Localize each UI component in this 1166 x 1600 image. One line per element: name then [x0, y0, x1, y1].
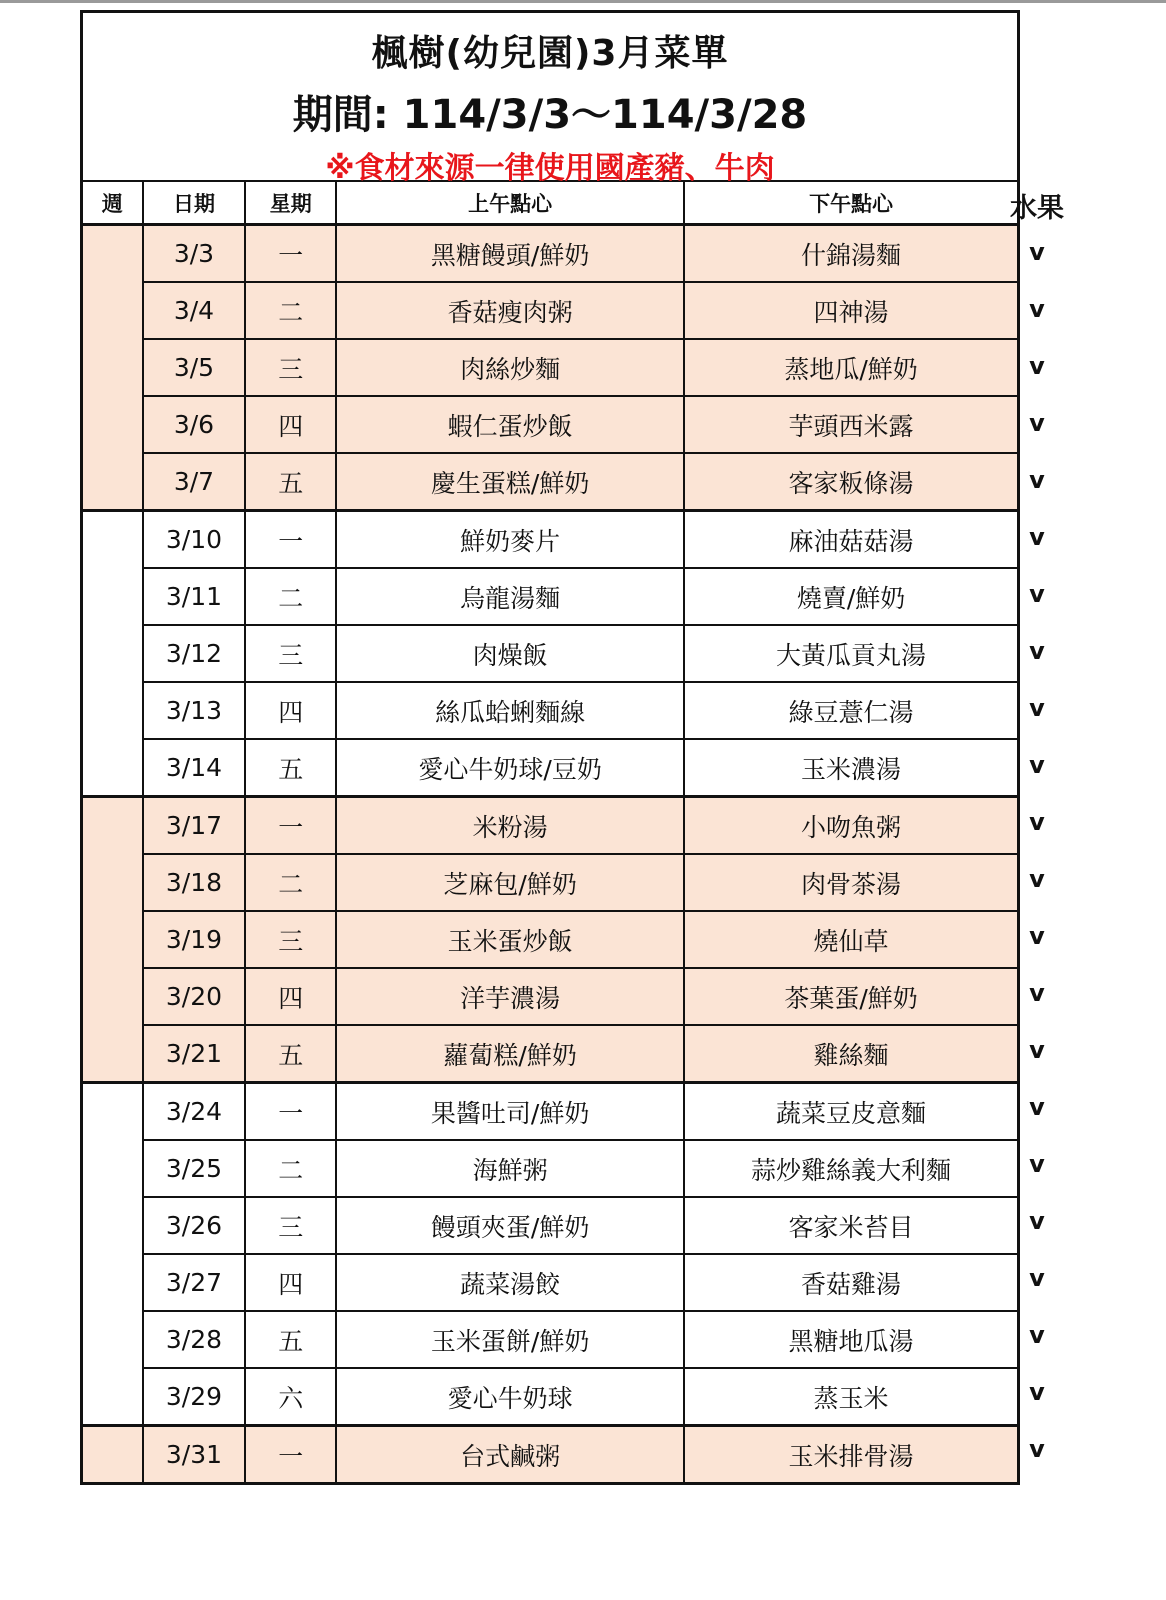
weekday-cell: 四: [245, 968, 336, 1025]
date-cell: 3/13: [143, 682, 246, 739]
date-cell: 3/24: [143, 1083, 246, 1141]
date-cell: 3/29: [143, 1368, 246, 1426]
menu-body: [82, 225, 1019, 1484]
afternoon-snack-cell: 蒸玉米: [684, 1368, 1018, 1426]
morning-snack-cell: 肉燥飯: [336, 625, 684, 682]
weekday-cell: 一: [245, 1426, 336, 1484]
menu-row: [82, 339, 1019, 396]
header-weekday: 星期: [245, 181, 336, 225]
fruit-check-mark: v: [1029, 580, 1045, 608]
ingredient-note: ※食材來源一律使用國產豬、牛肉: [325, 151, 775, 186]
date-cell: 3/21: [143, 1025, 246, 1083]
date-cell: 3/3: [143, 225, 246, 283]
weekday-cell: 三: [245, 1197, 336, 1254]
afternoon-snack-cell: 香菇雞湯: [684, 1254, 1018, 1311]
fruit-check-mark: v: [1029, 466, 1045, 494]
morning-snack-cell: 香菇瘦肉粥: [336, 282, 684, 339]
date-cell: 3/7: [143, 453, 246, 511]
menu-row: [82, 1311, 1019, 1368]
afternoon-snack-cell: 茶葉蛋/鮮奶: [684, 968, 1018, 1025]
fruit-check-mark: v: [1029, 1207, 1045, 1235]
date-cell: 3/27: [143, 1254, 246, 1311]
weekday-cell: 三: [245, 339, 336, 396]
morning-snack-cell: 蘿蔔糕/鮮奶: [336, 1025, 684, 1083]
fruit-check-mark: v: [1029, 1435, 1045, 1463]
date-cell: 3/12: [143, 625, 246, 682]
header-fruit: 水果: [1010, 193, 1064, 224]
weekday-cell: 二: [245, 854, 336, 911]
menu-row: [82, 797, 1019, 855]
menu-row: [82, 1140, 1019, 1197]
date-cell: 3/17: [143, 797, 246, 855]
afternoon-snack-cell: 蒜炒雞絲義大利麵: [684, 1140, 1018, 1197]
fruit-check-mark: v: [1029, 1150, 1045, 1178]
morning-snack-cell: 絲瓜蛤蜊麵線: [336, 682, 684, 739]
week-cell: [82, 1083, 143, 1426]
fruit-check-mark: v: [1029, 295, 1045, 323]
morning-snack-cell: 烏龍湯麵: [336, 568, 684, 625]
fruit-check-mark: v: [1029, 409, 1045, 437]
weekday-cell: 五: [245, 453, 336, 511]
menu-row: [82, 453, 1019, 511]
afternoon-snack-cell: 四神湯: [684, 282, 1018, 339]
fruit-check-mark: v: [1029, 808, 1045, 836]
header-date: 日期: [143, 181, 246, 225]
menu-row: [82, 1254, 1019, 1311]
fruit-check-mark: v: [1029, 694, 1045, 722]
menu-row: [82, 739, 1019, 797]
weekday-cell: 三: [245, 911, 336, 968]
afternoon-snack-cell: 麻油菇菇湯: [684, 511, 1018, 569]
date-cell: 3/25: [143, 1140, 246, 1197]
afternoon-snack-cell: 雞絲麵: [684, 1025, 1018, 1083]
fruit-check-mark: v: [1029, 1036, 1045, 1064]
fruit-check-mark: v: [1029, 352, 1045, 380]
menu-row: [82, 282, 1019, 339]
afternoon-snack-cell: 燒仙草: [684, 911, 1018, 968]
morning-snack-cell: 米粉湯: [336, 797, 684, 855]
date-cell: 3/14: [143, 739, 246, 797]
morning-snack-cell: 台式鹹粥: [336, 1426, 684, 1484]
weekday-cell: 六: [245, 1368, 336, 1426]
date-cell: 3/10: [143, 511, 246, 569]
morning-snack-cell: 洋芋濃湯: [336, 968, 684, 1025]
weekday-cell: 二: [245, 1140, 336, 1197]
afternoon-snack-cell: 玉米濃湯: [684, 739, 1018, 797]
afternoon-snack-cell: 芋頭西米露: [684, 396, 1018, 453]
fruit-check-mark: v: [1029, 865, 1045, 893]
afternoon-snack-cell: 蔬菜豆皮意麵: [684, 1083, 1018, 1141]
morning-snack-cell: 玉米蛋餅/鮮奶: [336, 1311, 684, 1368]
date-cell: 3/26: [143, 1197, 246, 1254]
date-cell: 3/19: [143, 911, 246, 968]
weekday-cell: 二: [245, 568, 336, 625]
weekday-cell: 一: [245, 797, 336, 855]
menu-row: [82, 968, 1019, 1025]
menu-sheet: [80, 10, 1020, 1485]
weekday-cell: 一: [245, 1083, 336, 1141]
fruit-check-mark: v: [1029, 1321, 1045, 1349]
week-cell: [82, 511, 143, 797]
menu-row: [82, 1426, 1019, 1484]
weekday-cell: 五: [245, 1311, 336, 1368]
afternoon-snack-cell: 黑糖地瓜湯: [684, 1311, 1018, 1368]
weekday-cell: 三: [245, 625, 336, 682]
morning-snack-cell: 海鮮粥: [336, 1140, 684, 1197]
afternoon-snack-cell: 綠豆薏仁湯: [684, 682, 1018, 739]
menu-row: [82, 854, 1019, 911]
week-cell: [82, 225, 143, 511]
fruit-check-mark: v: [1029, 238, 1045, 266]
menu-table: [80, 180, 1020, 1485]
week-cell: [82, 797, 143, 1083]
date-cell: 3/5: [143, 339, 246, 396]
morning-snack-cell: 黑糖饅頭/鮮奶: [336, 225, 684, 283]
fruit-check-mark: v: [1029, 1093, 1045, 1121]
afternoon-snack-cell: 客家粄條湯: [684, 453, 1018, 511]
fruit-check-mark: v: [1029, 922, 1045, 950]
weekday-cell: 四: [245, 1254, 336, 1311]
morning-snack-cell: 蝦仁蛋炒飯: [336, 396, 684, 453]
weekday-cell: 二: [245, 282, 336, 339]
date-cell: 3/6: [143, 396, 246, 453]
afternoon-snack-cell: 小吻魚粥: [684, 797, 1018, 855]
menu-row: [82, 568, 1019, 625]
header-afternoon-snack: 下午點心: [684, 181, 1018, 225]
morning-snack-cell: 愛心牛奶球: [336, 1368, 684, 1426]
date-cell: 3/28: [143, 1311, 246, 1368]
fruit-check-mark: v: [1029, 979, 1045, 1007]
fruit-column: [1007, 224, 1067, 1478]
fruit-check-mark: v: [1029, 751, 1045, 779]
afternoon-snack-cell: 燒賣/鮮奶: [684, 568, 1018, 625]
header-week: 週: [82, 181, 143, 225]
menu-row: [82, 225, 1019, 283]
morning-snack-cell: 果醬吐司/鮮奶: [336, 1083, 684, 1141]
menu-row: [82, 911, 1019, 968]
fruit-check-mark: v: [1029, 1264, 1045, 1292]
afternoon-snack-cell: 蒸地瓜/鮮奶: [684, 339, 1018, 396]
menu-title: 楓樹(幼兒園)3月菜單: [371, 33, 729, 74]
morning-snack-cell: 肉絲炒麵: [336, 339, 684, 396]
date-cell: 3/4: [143, 282, 246, 339]
menu-row: [82, 682, 1019, 739]
header-morning-snack: 上午點心: [336, 181, 684, 225]
morning-snack-cell: 芝麻包/鮮奶: [336, 854, 684, 911]
afternoon-snack-cell: 什錦湯麵: [684, 225, 1018, 283]
menu-row: [82, 1083, 1019, 1141]
morning-snack-cell: 蔬菜湯餃: [336, 1254, 684, 1311]
menu-row: [82, 511, 1019, 569]
menu-row: [82, 1368, 1019, 1426]
weekday-cell: 四: [245, 682, 336, 739]
afternoon-snack-cell: 客家米苔目: [684, 1197, 1018, 1254]
weekday-cell: 五: [245, 739, 336, 797]
weekday-cell: 一: [245, 225, 336, 283]
menu-row: [82, 396, 1019, 453]
morning-snack-cell: 玉米蛋炒飯: [336, 911, 684, 968]
date-cell: 3/11: [143, 568, 246, 625]
header-row: [82, 181, 1019, 225]
date-cell: 3/20: [143, 968, 246, 1025]
title-box: [80, 10, 1020, 186]
menu-row: [82, 625, 1019, 682]
morning-snack-cell: 饅頭夾蛋/鮮奶: [336, 1197, 684, 1254]
morning-snack-cell: 愛心牛奶球/豆奶: [336, 739, 684, 797]
afternoon-snack-cell: 大黃瓜貢丸湯: [684, 625, 1018, 682]
top-border-line: [0, 0, 1166, 3]
menu-row: [82, 1197, 1019, 1254]
morning-snack-cell: 鮮奶麥片: [336, 511, 684, 569]
week-cell: [82, 1426, 143, 1484]
date-cell: 3/18: [143, 854, 246, 911]
weekday-cell: 五: [245, 1025, 336, 1083]
fruit-check-mark: v: [1029, 1378, 1045, 1406]
menu-period: 期間: 114/3/3～114/3/28: [292, 92, 808, 138]
weekday-cell: 一: [245, 511, 336, 569]
date-cell: 3/31: [143, 1426, 246, 1484]
afternoon-snack-cell: 肉骨茶湯: [684, 854, 1018, 911]
weekday-cell: 四: [245, 396, 336, 453]
afternoon-snack-cell: 玉米排骨湯: [684, 1426, 1018, 1484]
fruit-check-mark: v: [1029, 523, 1045, 551]
fruit-check-mark: v: [1029, 637, 1045, 665]
morning-snack-cell: 慶生蛋糕/鮮奶: [336, 453, 684, 511]
menu-row: [82, 1025, 1019, 1083]
